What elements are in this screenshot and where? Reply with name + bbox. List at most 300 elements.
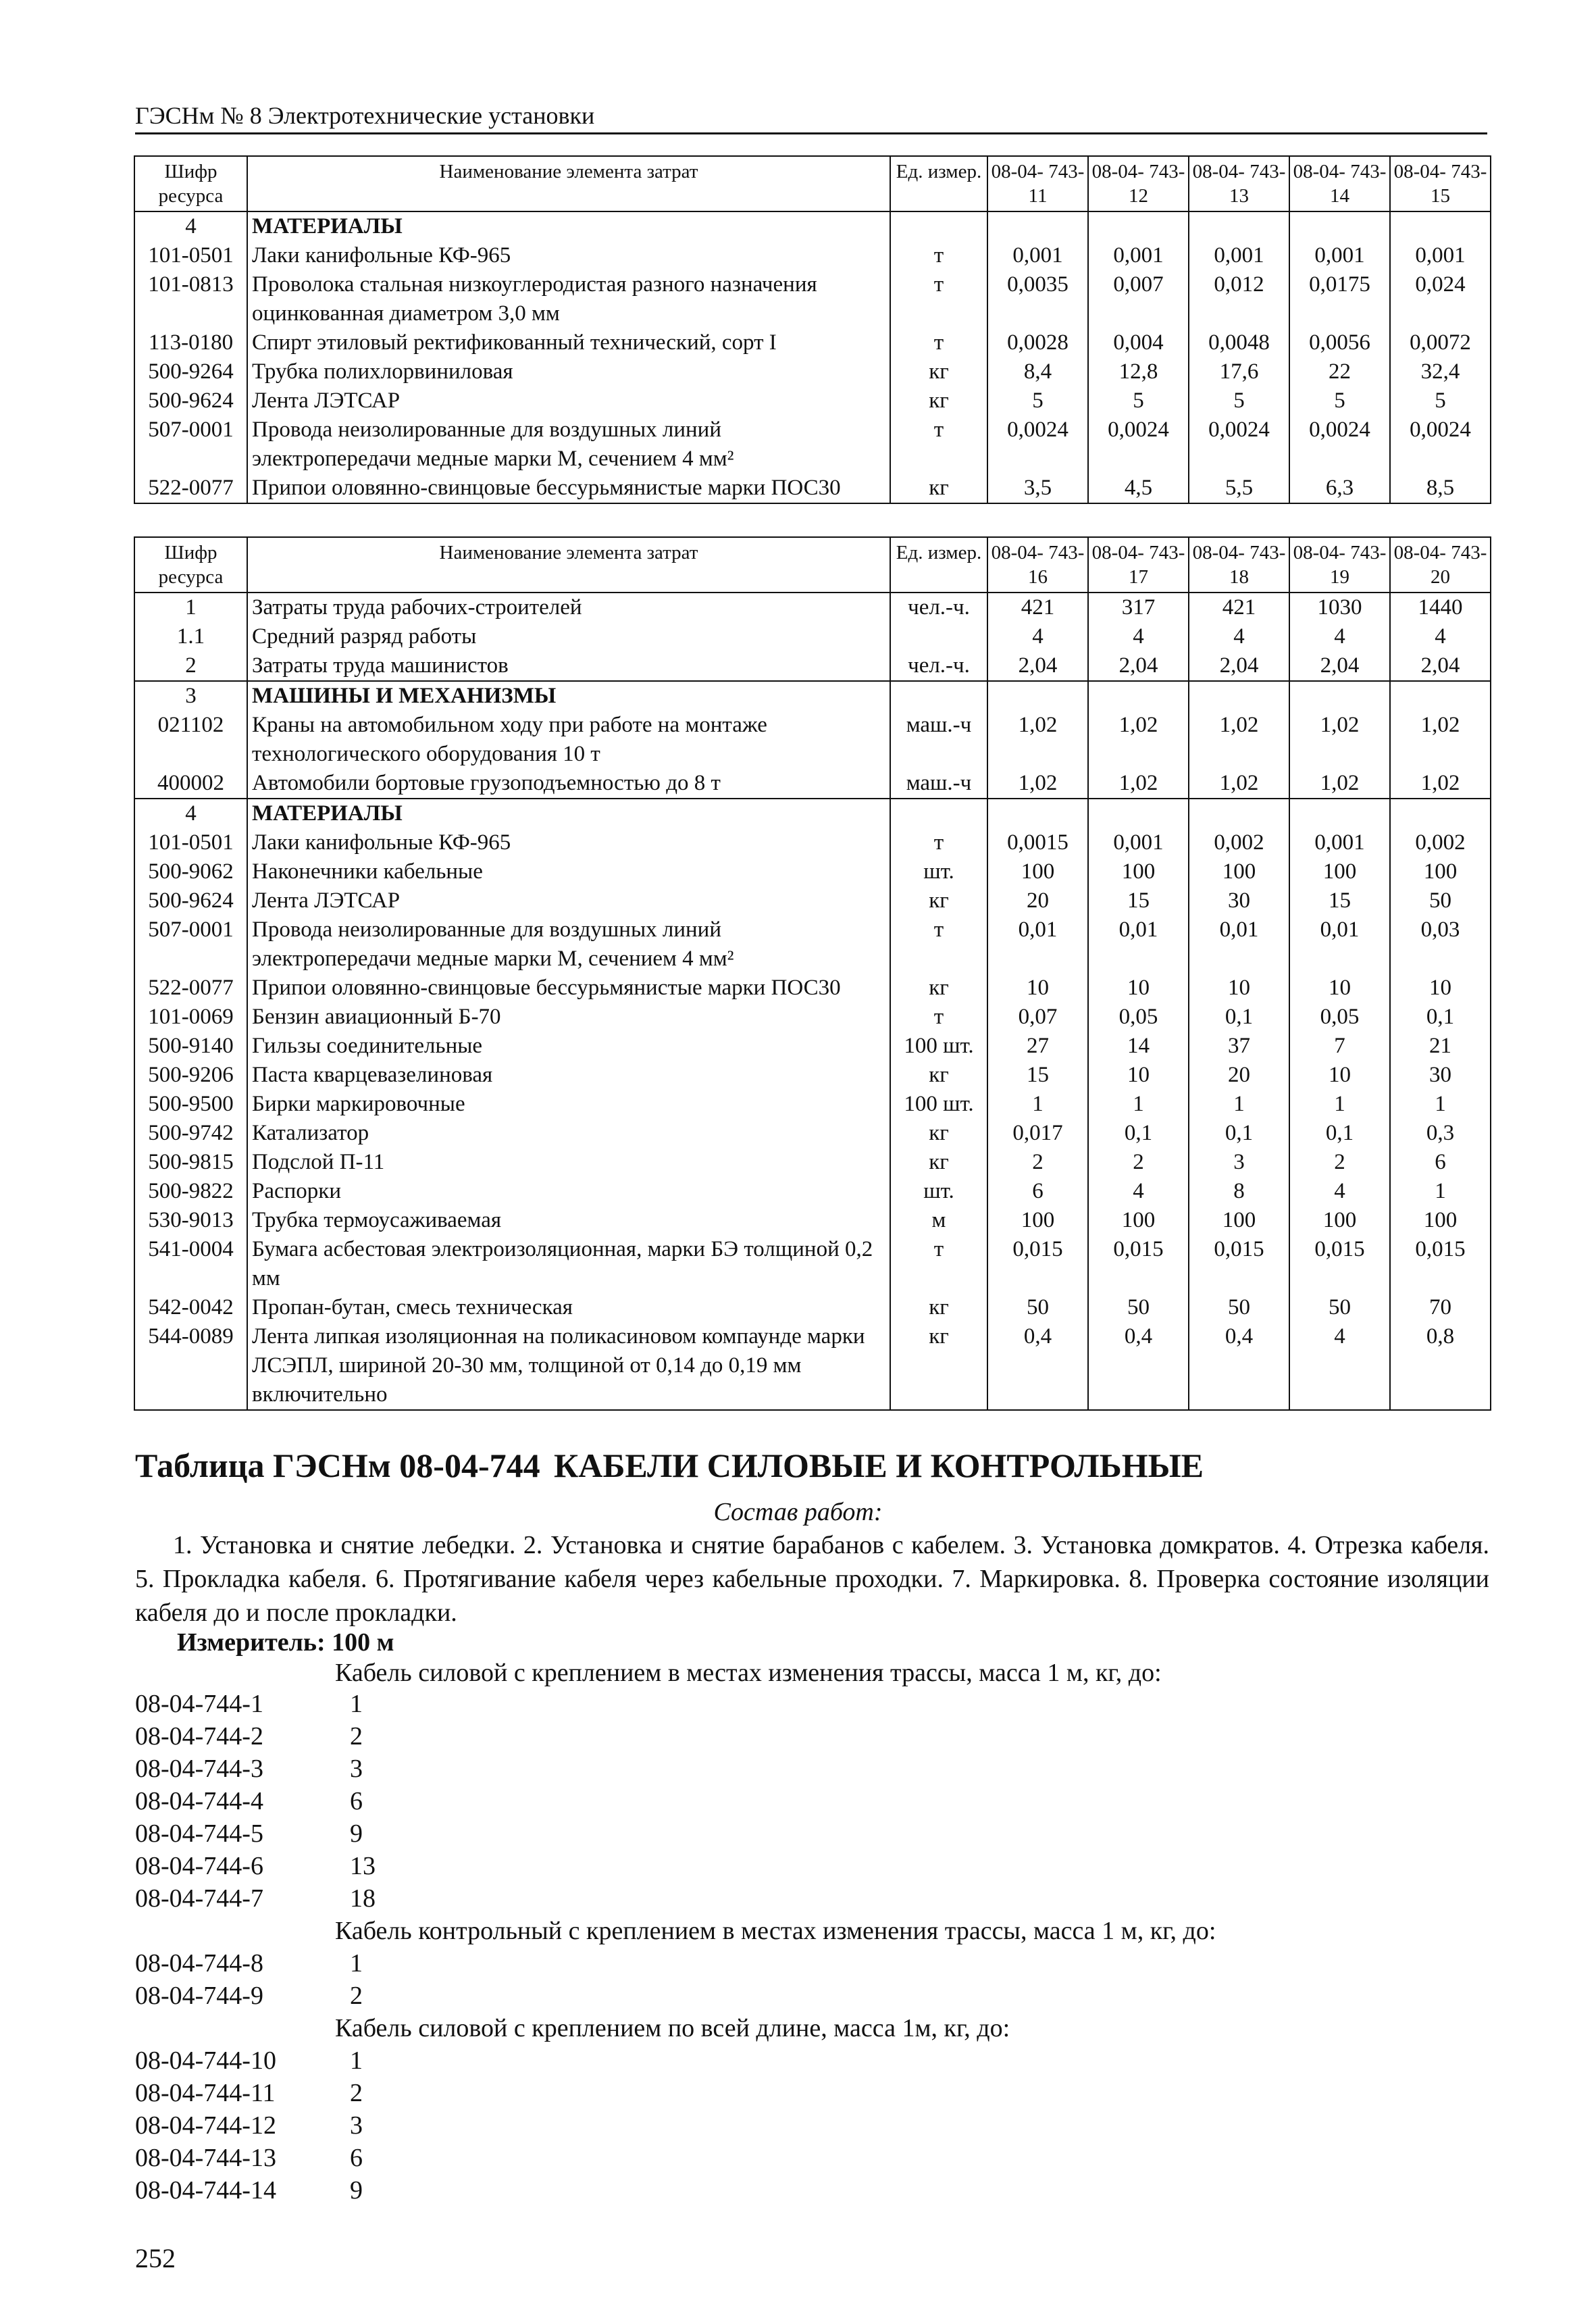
norm-value-cell: 100 [1088,1206,1189,1235]
list-item [135,1753,363,1785]
resource-code-cell: 500-9742 [134,1119,247,1148]
section-row [134,681,1491,711]
norm-value-cell: 10 [1088,1061,1189,1090]
norm-value-cell: 0,0028 [987,328,1088,357]
norm-value-cell: 5 [1390,386,1491,416]
cost-item-name-cell: Средний разряд работы [247,622,890,651]
norm-value-cell: 2 [1289,1148,1390,1177]
norm-value-cell: 0,0024 [1390,416,1491,474]
list-item [135,2077,363,2109]
resource-code-cell: 500-9500 [134,1090,247,1119]
item-code: 08-04-744-3 [135,1755,263,1783]
table-row [134,1061,1491,1090]
unit-cell: маш.-ч [890,769,987,799]
norm-value-cell: 0,001 [1289,828,1390,857]
norm-value-cell: 100 [1289,857,1390,886]
resource-code-cell: 101-0069 [134,1003,247,1032]
unit-cell: т [890,270,987,328]
norm-value-cell: 6 [1390,1148,1491,1177]
cost-item-name-cell: Лента липкая изоляционная на поликасиновом компаунде марки ЛСЭПЛ, шириной 20-30 мм, толщиной от 0,14 до 0,19 мм включительно [247,1322,890,1410]
unit-cell: т [890,828,987,857]
unit-cell: т [890,241,987,270]
norm-value-cell: 2,04 [1189,651,1289,681]
column-header-743-19: 08-04- 743-19 [1289,537,1390,593]
table-row [134,1206,1491,1235]
norm-value-cell: 100 [987,1206,1088,1235]
list-item [135,1850,376,1882]
cost-item-name-cell: Распорки [247,1177,890,1206]
resource-code-cell: 101-0813 [134,270,247,328]
list-item [135,1785,363,1817]
column-header-743-14: 08-04- 743-14 [1289,156,1390,211]
norm-value-cell: 0,007 [1088,270,1189,328]
norm-value-cell: 0,4 [1189,1322,1289,1410]
norm-value-cell: 10 [1289,1061,1390,1090]
table-row [134,651,1491,681]
unit-cell: кг [890,974,987,1003]
norm-value-cell: 0,1 [1189,1003,1289,1032]
norm-value-cell: 10 [1088,974,1189,1003]
cost-item-name-cell: Трубка полихлорвиниловая [247,357,890,386]
cost-item-name-cell: МАТЕРИАЛЫ [247,799,890,828]
norm-value-cell: 1,02 [1189,711,1289,769]
cost-item-name-cell: Лаки канифольные КФ-965 [247,241,890,270]
cost-item-name-cell: Затраты труда машинистов [247,651,890,681]
list-item [135,1720,363,1753]
norm-value-cell: 0,4 [987,1322,1088,1410]
table-row [134,857,1491,886]
norm-value-cell: 100 [1189,1206,1289,1235]
norm-value-cell: 0,03 [1390,915,1491,974]
column-header-743-12: 08-04- 743-12 [1088,156,1189,211]
norm-value-cell: 50 [1390,886,1491,915]
unit-cell [890,622,987,651]
norm-value-cell: 0,0024 [1088,416,1189,474]
item-code: 08-04-744-8 [135,1949,263,1978]
list-item [135,1882,376,1915]
table-row [134,1148,1491,1177]
table-row [134,474,1491,503]
resource-code-cell: 400002 [134,769,247,799]
table-row [134,915,1491,974]
unit-cell: чел.-ч. [890,651,987,681]
list-item [135,1947,363,1980]
norm-value-cell: 1,02 [987,769,1088,799]
unit-cell [890,681,987,711]
unit-cell: кг [890,1293,987,1322]
item-code: 08-04-744-4 [135,1787,263,1815]
unit-cell: т [890,328,987,357]
norm-value-cell: 15 [1289,886,1390,915]
norm-value-cell: 30 [1390,1061,1491,1090]
table-row [134,1235,1491,1293]
unit-cell [890,211,987,241]
cost-item-name-cell: Бензин авиационный Б-70 [247,1003,890,1032]
cost-item-name-cell: Лента ЛЭТСАР [247,886,890,915]
cost-item-name-cell: Наконечники кабельные [247,857,890,886]
norm-value-cell: 0,01 [1088,915,1189,974]
unit-cell: т [890,416,987,474]
table-body [134,211,1491,503]
section-row [134,211,1491,241]
resource-code-cell: 500-9624 [134,386,247,416]
norm-value-cell: 0,0072 [1390,328,1491,357]
resource-code-cell: 500-9822 [134,1177,247,1206]
column-header-743-18: 08-04- 743-18 [1189,537,1289,593]
unit-cell: кг [890,357,987,386]
item-value: 3 [350,1755,363,1783]
column-header-743-16: 08-04- 743-16 [987,537,1088,593]
table-row [134,1119,1491,1148]
norm-value-cell [987,211,1088,241]
resource-table-743-16-20 [134,536,1491,1411]
norm-value-cell [987,681,1088,711]
norm-value-cell [1189,211,1289,241]
norm-value-cell: 5 [1189,386,1289,416]
table-name: КАБЕЛИ СИЛОВЫЕ И КОНТРОЛЬНЫЕ [554,1447,1204,1484]
column-header-name: Наименование элемента затрат [247,537,890,593]
norm-value-cell: 70 [1390,1293,1491,1322]
norm-value-cell [1289,799,1390,828]
table-body [134,593,1491,1410]
unit-cell: шт. [890,1177,987,1206]
table-row [134,1293,1491,1322]
norm-value-cell: 2,04 [987,651,1088,681]
list-item [135,2109,363,2142]
norm-value-cell: 17,6 [1189,357,1289,386]
composition-title: Состав работ: [713,1498,883,1526]
norm-value-cell: 50 [987,1293,1088,1322]
norm-value-cell: 1 [1088,1090,1189,1119]
norm-value-cell: 0,001 [1189,241,1289,270]
table-row [134,357,1491,386]
table-row [134,711,1491,769]
table-row [134,1090,1491,1119]
unit-cell: кг [890,886,987,915]
norm-value-cell [987,799,1088,828]
resource-code-cell: 021102 [134,711,247,769]
group-title: Кабель силовой с креплением по всей длине, масса 1м, кг, до: [335,2014,1010,2042]
norm-value-cell: 50 [1289,1293,1390,1322]
unit-cell: т [890,915,987,974]
cost-item-name-cell: Бирки маркировочные [247,1090,890,1119]
cost-item-name-cell: Гильзы соединительные [247,1032,890,1061]
unit-cell: 100 шт. [890,1032,987,1061]
norm-value-cell: 0,002 [1390,828,1491,857]
norm-value-cell: 1,02 [1088,711,1189,769]
norm-value-cell: 8 [1189,1177,1289,1206]
norm-value-cell: 1,02 [1289,769,1390,799]
norm-value-cell: 0,3 [1390,1119,1491,1148]
norm-value-cell: 5,5 [1189,474,1289,503]
resource-code-cell: 530-9013 [134,1206,247,1235]
table-header-row [134,156,1491,211]
norm-value-cell: 4 [1189,622,1289,651]
group-title: Кабель контрольный с креплением в местах изменения трассы, масса 1 м, кг, до: [335,1917,1216,1945]
norm-value-cell: 0,0035 [987,270,1088,328]
column-header-code: Шифр ресурса [134,537,247,593]
norm-value-cell: 4 [1289,1322,1390,1410]
norm-value-cell: 0,015 [1189,1235,1289,1293]
running-header: ГЭСНм № 8 Электротехнические установки [135,100,1487,134]
norm-value-cell: 421 [987,593,1088,622]
item-value: 13 [350,1852,376,1880]
norm-value-cell [1390,681,1491,711]
norm-value-cell [1189,681,1289,711]
table-number: Таблица ГЭСНм 08-04-744 [135,1447,540,1484]
norm-value-cell: 1,02 [1189,769,1289,799]
norm-value-cell: 0,8 [1390,1322,1491,1410]
norm-value-cell: 4,5 [1088,474,1189,503]
unit-cell: кг [890,474,987,503]
norm-value-cell: 10 [1189,974,1289,1003]
item-value: 2 [350,2079,363,2107]
resource-code-cell: 542-0042 [134,1293,247,1322]
norm-value-cell: 0,01 [1189,915,1289,974]
norm-value-cell: 0,017 [987,1119,1088,1148]
norm-value-cell [1289,681,1390,711]
column-header-743-20: 08-04- 743-20 [1390,537,1491,593]
table-row [134,1003,1491,1032]
item-value: 6 [350,1787,363,1815]
norm-value-cell: 50 [1189,1293,1289,1322]
norm-value-cell: 30 [1189,886,1289,915]
resource-code-cell: 541-0004 [134,1235,247,1293]
norm-value-cell: 0,05 [1088,1003,1189,1032]
norm-value-cell: 5 [987,386,1088,416]
norm-value-cell: 0,0175 [1289,270,1390,328]
norm-value-cell: 1 [1289,1090,1390,1119]
item-code: 08-04-744-11 [135,2079,276,2107]
resource-code-cell: 113-0180 [134,328,247,357]
cost-item-name-cell: Спирт этиловый ректификованный технический, сорт I [247,328,890,357]
norm-value-cell: 15 [987,1061,1088,1090]
resource-code-cell: 500-9624 [134,886,247,915]
norm-value-cell: 1 [987,1090,1088,1119]
column-header-unit: Ед. измер. [890,156,987,211]
table-row [134,416,1491,474]
list-item [135,1817,363,1850]
resource-code-cell: 522-0077 [134,974,247,1003]
item-code: 08-04-744-9 [135,1982,263,2010]
norm-value-cell: 3 [1189,1148,1289,1177]
norm-value-cell [1390,211,1491,241]
norm-value-cell: 0,05 [1289,1003,1390,1032]
column-header-743-17: 08-04- 743-17 [1088,537,1189,593]
unit-cell: кг [890,1061,987,1090]
norm-value-cell: 0,01 [987,915,1088,974]
norm-value-cell: 0,01 [1289,915,1390,974]
table-row [134,241,1491,270]
cost-item-name-cell: Лаки канифольные КФ-965 [247,828,890,857]
resource-code-cell: 507-0001 [134,416,247,474]
resource-code-cell: 500-9264 [134,357,247,386]
item-code: 08-04-744-7 [135,1884,263,1913]
norm-value-cell: 1 [1189,1090,1289,1119]
item-code: 08-04-744-2 [135,1722,263,1751]
norm-value-cell: 21 [1390,1032,1491,1061]
table-row [134,1032,1491,1061]
unit-cell: м [890,1206,987,1235]
item-value: 18 [350,1884,376,1913]
norm-value-cell: 1,02 [1289,711,1390,769]
norm-value-cell: 0,001 [987,241,1088,270]
unit-cell: маш.-ч [890,711,987,769]
norm-value-cell: 100 [1390,1206,1491,1235]
norm-value-cell: 10 [987,974,1088,1003]
norm-value-cell: 1030 [1289,593,1390,622]
resource-code-cell: 4 [134,211,247,241]
resource-code-cell: 101-0501 [134,241,247,270]
norm-value-cell: 1,02 [1088,769,1189,799]
table-row [134,593,1491,622]
section-row [134,799,1491,828]
item-value: 1 [350,2046,363,2075]
table-row [134,622,1491,651]
norm-value-cell: 1,02 [1390,711,1491,769]
cost-item-name-cell: Провода неизолированные для воздушных линий электропередачи медные марки М, сечением 4 мм² [247,416,890,474]
unit-cell: чел.-ч. [890,593,987,622]
norm-value-cell: 0,015 [1289,1235,1390,1293]
norm-value-cell: 37 [1189,1032,1289,1061]
cost-item-name-cell: Бумага асбестовая электроизоляционная, марки БЭ толщиной 0,2 мм [247,1235,890,1293]
norm-value-cell: 27 [987,1032,1088,1061]
item-value: 9 [350,1819,363,1848]
norm-value-cell: 1,02 [1390,769,1491,799]
norm-value-cell [1088,681,1189,711]
norm-value-cell: 32,4 [1390,357,1491,386]
resource-code-cell: 544-0089 [134,1322,247,1410]
norm-value-cell: 0,0015 [987,828,1088,857]
item-code: 08-04-744-1 [135,1690,263,1718]
table-row [134,769,1491,799]
column-header-743-15: 08-04- 743-15 [1390,156,1491,211]
cost-item-name-cell: Припои оловянно-свинцовые бессурьмянистые марки ПОС30 [247,974,890,1003]
norm-value-cell: 4 [1390,622,1491,651]
norm-value-cell: 0,07 [987,1003,1088,1032]
norm-value-cell: 4 [1289,622,1390,651]
cost-item-name-cell: Пропан-бутан, смесь техническая [247,1293,890,1322]
norm-value-cell: 2,04 [1390,651,1491,681]
column-header-unit: Ед. измер. [890,537,987,593]
table-row [134,1177,1491,1206]
norm-value-cell: 0,001 [1289,241,1390,270]
column-header-code: Шифр ресурса [134,156,247,211]
resource-code-cell: 500-9206 [134,1061,247,1090]
norm-value-cell: 1 [1390,1090,1491,1119]
list-item [135,2044,363,2077]
resource-code-cell: 101-0501 [134,828,247,857]
norm-value-cell: 317 [1088,593,1189,622]
item-code: 08-04-744-6 [135,1852,263,1880]
cost-item-name-cell: Проволока стальная низкоуглеродистая разного назначения оцинкованная диаметром 3,0 мм [247,270,890,328]
norm-value-cell: 0,001 [1088,828,1189,857]
norm-value-cell: 2,04 [1088,651,1189,681]
table-row [134,828,1491,857]
item-code: 08-04-744-10 [135,2046,276,2075]
norm-value-cell: 0,015 [1390,1235,1491,1293]
unit-cell: кг [890,1119,987,1148]
norm-value-cell: 6 [987,1177,1088,1206]
list-item [135,2174,363,2207]
norm-value-cell: 100 [1390,857,1491,886]
page-number: 252 [135,2243,176,2273]
cost-item-name-cell: Лента ЛЭТСАР [247,386,890,416]
norm-value-cell: 4 [1289,1177,1390,1206]
item-value: 3 [350,2111,363,2140]
cost-item-name-cell: МАТЕРИАЛЫ [247,211,890,241]
cost-item-name-cell: Автомобили бортовые грузоподъемностью до 8 т [247,769,890,799]
cost-item-name-cell: МАШИНЫ И МЕХАНИЗМЫ [247,681,890,711]
norm-value-cell: 2 [1088,1148,1189,1177]
norm-value-cell: 421 [1189,593,1289,622]
unit-cell: кг [890,1322,987,1410]
norm-value-cell: 100 [1088,857,1189,886]
norm-value-cell [1390,799,1491,828]
section-heading [135,1444,1204,1486]
norm-value-cell: 5 [1088,386,1189,416]
cost-item-name-cell: Провода неизолированные для воздушных линий электропередачи медные марки М, сечением 4 мм² [247,915,890,974]
norm-value-cell: 0,001 [1088,241,1189,270]
norm-value-cell: 4 [987,622,1088,651]
item-value: 1 [350,1949,363,1978]
norm-value-cell: 0,0024 [987,416,1088,474]
resource-table-743-11-15 [134,155,1491,504]
norm-value-cell: 4 [1088,1177,1189,1206]
norm-value-cell [1289,211,1390,241]
cost-item-name-cell: Подслой П-11 [247,1148,890,1177]
table-row [134,886,1491,915]
norm-value-cell: 0,015 [1088,1235,1189,1293]
norm-value-cell: 4 [1088,622,1189,651]
norm-value-cell: 6,3 [1289,474,1390,503]
cost-item-name-cell: Припои оловянно-свинцовые бессурьмянистые марки ПОС30 [247,474,890,503]
table-header-row [134,537,1491,593]
norm-value-cell [1189,799,1289,828]
norm-value-cell: 22 [1289,357,1390,386]
list-item [135,1688,363,1720]
cost-item-name-cell: Паста кварцевазелиновая [247,1061,890,1090]
resource-code-cell: 1.1 [134,622,247,651]
resource-code-cell: 507-0001 [134,915,247,974]
table-row [134,1322,1491,1410]
resource-code-cell: 500-9815 [134,1148,247,1177]
norm-value-cell: 8,5 [1390,474,1491,503]
unit-cell: кг [890,386,987,416]
norm-value-cell: 0,0048 [1189,328,1289,357]
unit-cell: кг [890,1148,987,1177]
norm-value-cell: 1,02 [987,711,1088,769]
resource-code-cell: 1 [134,593,247,622]
norm-value-cell: 0,1 [1390,1003,1491,1032]
item-code: 08-04-744-13 [135,2144,276,2172]
item-value: 2 [350,1722,363,1751]
norm-value-cell: 12,8 [1088,357,1189,386]
norm-value-cell: 14 [1088,1032,1189,1061]
norm-value-cell: 50 [1088,1293,1189,1322]
norm-value-cell: 0,004 [1088,328,1189,357]
norm-value-cell: 1440 [1390,593,1491,622]
norm-value-cell: 2,04 [1289,651,1390,681]
resource-code-cell: 2 [134,651,247,681]
resource-code-cell: 500-9062 [134,857,247,886]
table-row [134,974,1491,1003]
resource-code-cell: 4 [134,799,247,828]
item-value: 2 [350,1982,363,2010]
norm-value-cell: 0,001 [1390,241,1491,270]
item-value: 1 [350,1690,363,1718]
norm-value-cell: 0,1 [1289,1119,1390,1148]
